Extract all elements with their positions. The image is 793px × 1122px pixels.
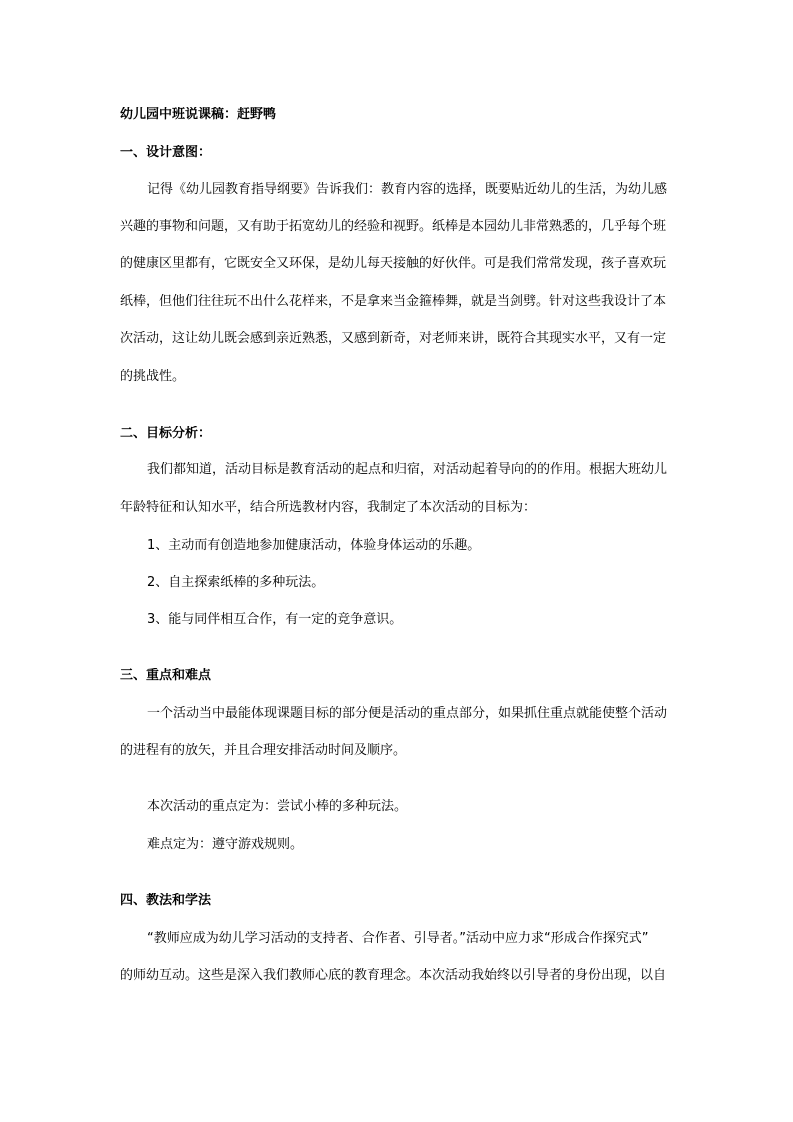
- paragraph-line: 的进程有的放矢，并且合理安排活动时间及顺序。: [120, 743, 407, 758]
- paragraph-line: 一个活动当中最能体现课题目标的部分便是活动的重点部分，如果抓住重点就能使整个活动: [147, 706, 668, 721]
- paragraph-line: 年龄特征和认知水平，结合所选教材内容，我制定了本次活动的目标为：: [120, 500, 537, 515]
- paragraph-line: 我们都知道，活动目标是教育活动的起点和归宿，对活动起着导向的的作用。根据大班幼儿: [147, 462, 668, 477]
- paragraph-line: 的健康区里都有，它既安全又环保，是幼儿每天接触的好伙伴。可是我们常常发现，孩子喜欢玩: [120, 256, 667, 271]
- paragraph-line: 次活动，这让幼儿既会感到亲近熟悉，又感到新奇，对老师来讲，既符合其现实水平，又有一定: [120, 331, 667, 346]
- paragraph-line: 本次活动的重点定为：尝试小棒的多种玩法。: [147, 799, 408, 814]
- section-heading-methods: 四、教法和学法: [120, 893, 212, 908]
- paragraph-line: 兴趣的事物和问题，又有助于拓宽幼儿的经验和视野。纸棒是本园幼儿非常熟悉的，几乎每个班: [120, 219, 667, 234]
- paragraph-line: “教师应成为幼儿学习活动的支持者、合作者、引导者。”活动中应力求“形成合作探究式”: [147, 931, 649, 946]
- paragraph-line: 难点定为：遵守游戏规则。: [147, 837, 304, 852]
- goal-item: 2、自主探索纸棒的多种玩法。: [147, 575, 325, 590]
- paragraph-line: 的师幼互动。这些是深入我们教师心底的教育理念。本次活动我始终以引导者的身份出现，以自: [120, 968, 667, 983]
- paragraph-line: 记得《幼儿园教育指导纲要》告诉我们：教育内容的选择，既要贴近幼儿的生活，为幼儿感: [147, 182, 668, 197]
- goal-item: 3、能与同伴相互合作，有一定的竞争意识。: [147, 612, 403, 627]
- paragraph-line: 的挑战性。: [120, 369, 186, 384]
- section-heading-goal-analysis: 二、目标分析：: [120, 426, 212, 441]
- document-title: 幼儿园中班说课稿：赶野鸭: [120, 107, 277, 122]
- paragraph-line: 纸棒，但他们往往玩不出什么花样来，不是拿来当金箍棒舞，就是当剑劈。针对这些我设计了本: [120, 294, 667, 309]
- section-heading-key-points: 三、重点和难点: [120, 668, 212, 683]
- section-heading-design-intent: 一、设计意图：: [120, 145, 212, 160]
- goal-item: 1、主动而有创造地参加健康活动，体验身体运动的乐趣。: [147, 538, 481, 553]
